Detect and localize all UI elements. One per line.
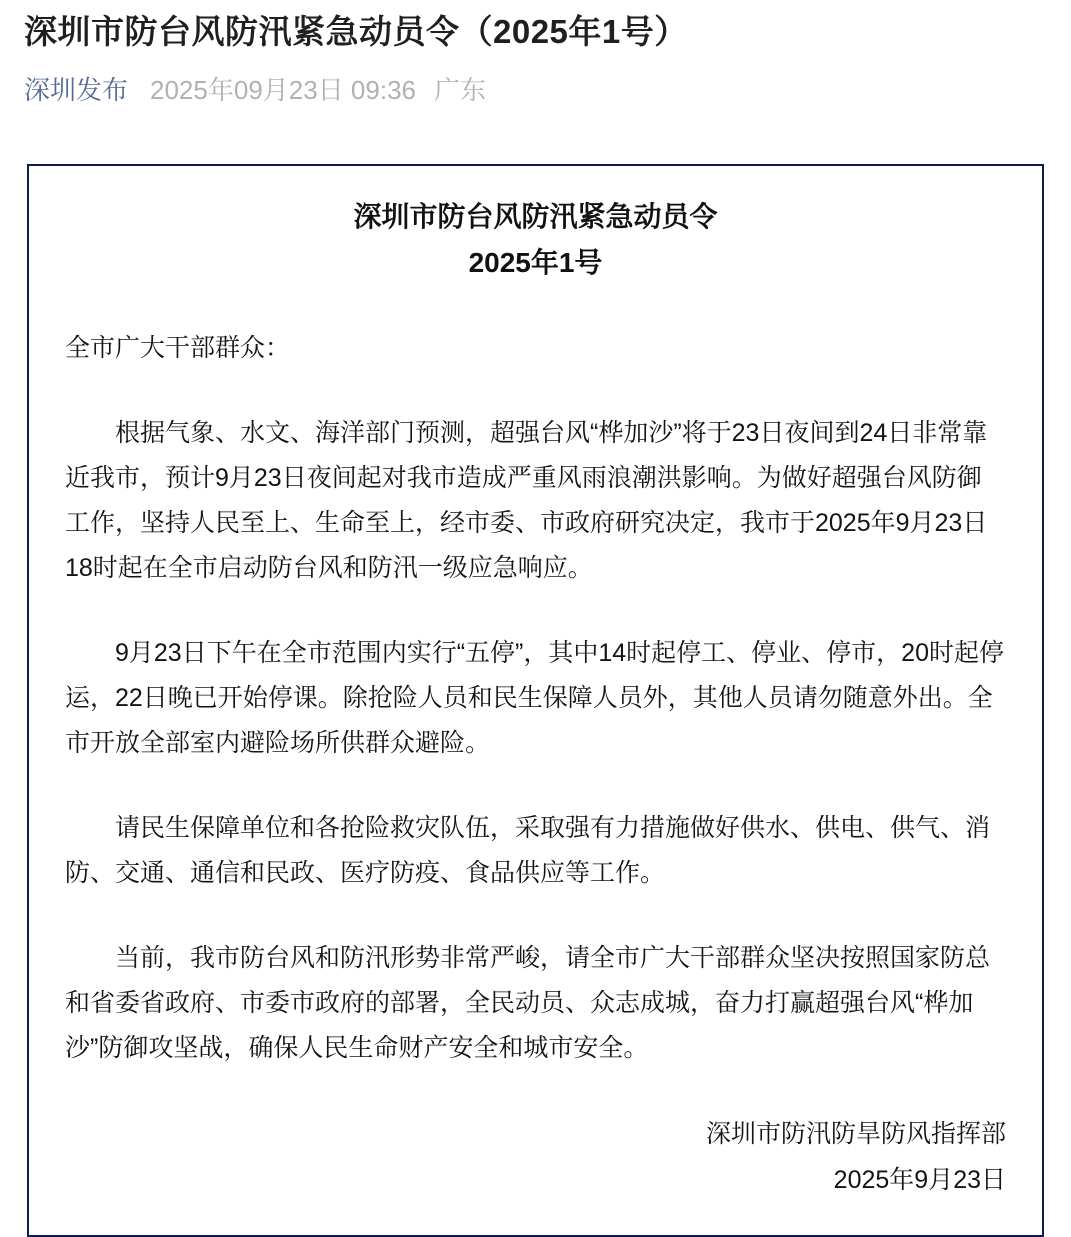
signature-block	[65, 1111, 1006, 1203]
signature-org: 深圳市防汛防旱防风指挥部	[705, 1120, 1006, 1148]
page-title: 深圳市防台风防汛紧急动员令（2025年1号）	[24, 13, 688, 50]
publish-time: 2025年09月23日 09:36	[150, 75, 416, 105]
document-title: 深圳市防台风防汛紧急动员令	[353, 201, 718, 232]
paragraph-3: 请民生保障单位和各抢险救灾队伍，采取强有力措施做好供水、供电、供气、消防、交通、通信和民政、医疗防疫、食品供应等工作。	[65, 814, 991, 887]
account-link[interactable]: 深圳发布	[24, 75, 129, 105]
paragraph-1: 根据气象、水文、海洋部门预测，超强台风“桦加沙”将于23日夜间到24日非常靠近我市，预计9月23日夜间起对我市造成严重风雨浪潮洪影响。为做好超强台风防御工作，坚持人民至上、生命至上，经市委、市政府研究决定，我市于2025年9月23日18时起在全市启动防台风和防汛一级应急响应。	[65, 419, 988, 582]
document-box	[27, 164, 1044, 1237]
paragraph-2: 9月23日下午在全市范围内实行“五停”，其中14时起停工、停业、停市，20时起停运，22日晚已开始停课。除抢险人员和民生保障人员外，其他人员请勿随意外出。全市开放全部室内避险场所供群众避险。	[65, 639, 1004, 757]
document-number: 2025年1号	[468, 247, 603, 278]
paragraph-4: 当前，我市防台风和防汛形势非常严峻，请全市广大干部群众坚决按照国家防总和省委省政府、市委市政府的部署，全民动员、众志成城，奋力打赢超强台风“桦加沙”防御攻坚战，确保人民生命财产安全和城市安全。	[65, 944, 991, 1062]
salutation: 全市广大干部群众：	[65, 334, 291, 362]
article-meta	[0, 54, 1071, 106]
signature-date: 2025年9月23日	[833, 1166, 1006, 1194]
publish-location: 广东	[433, 75, 486, 105]
